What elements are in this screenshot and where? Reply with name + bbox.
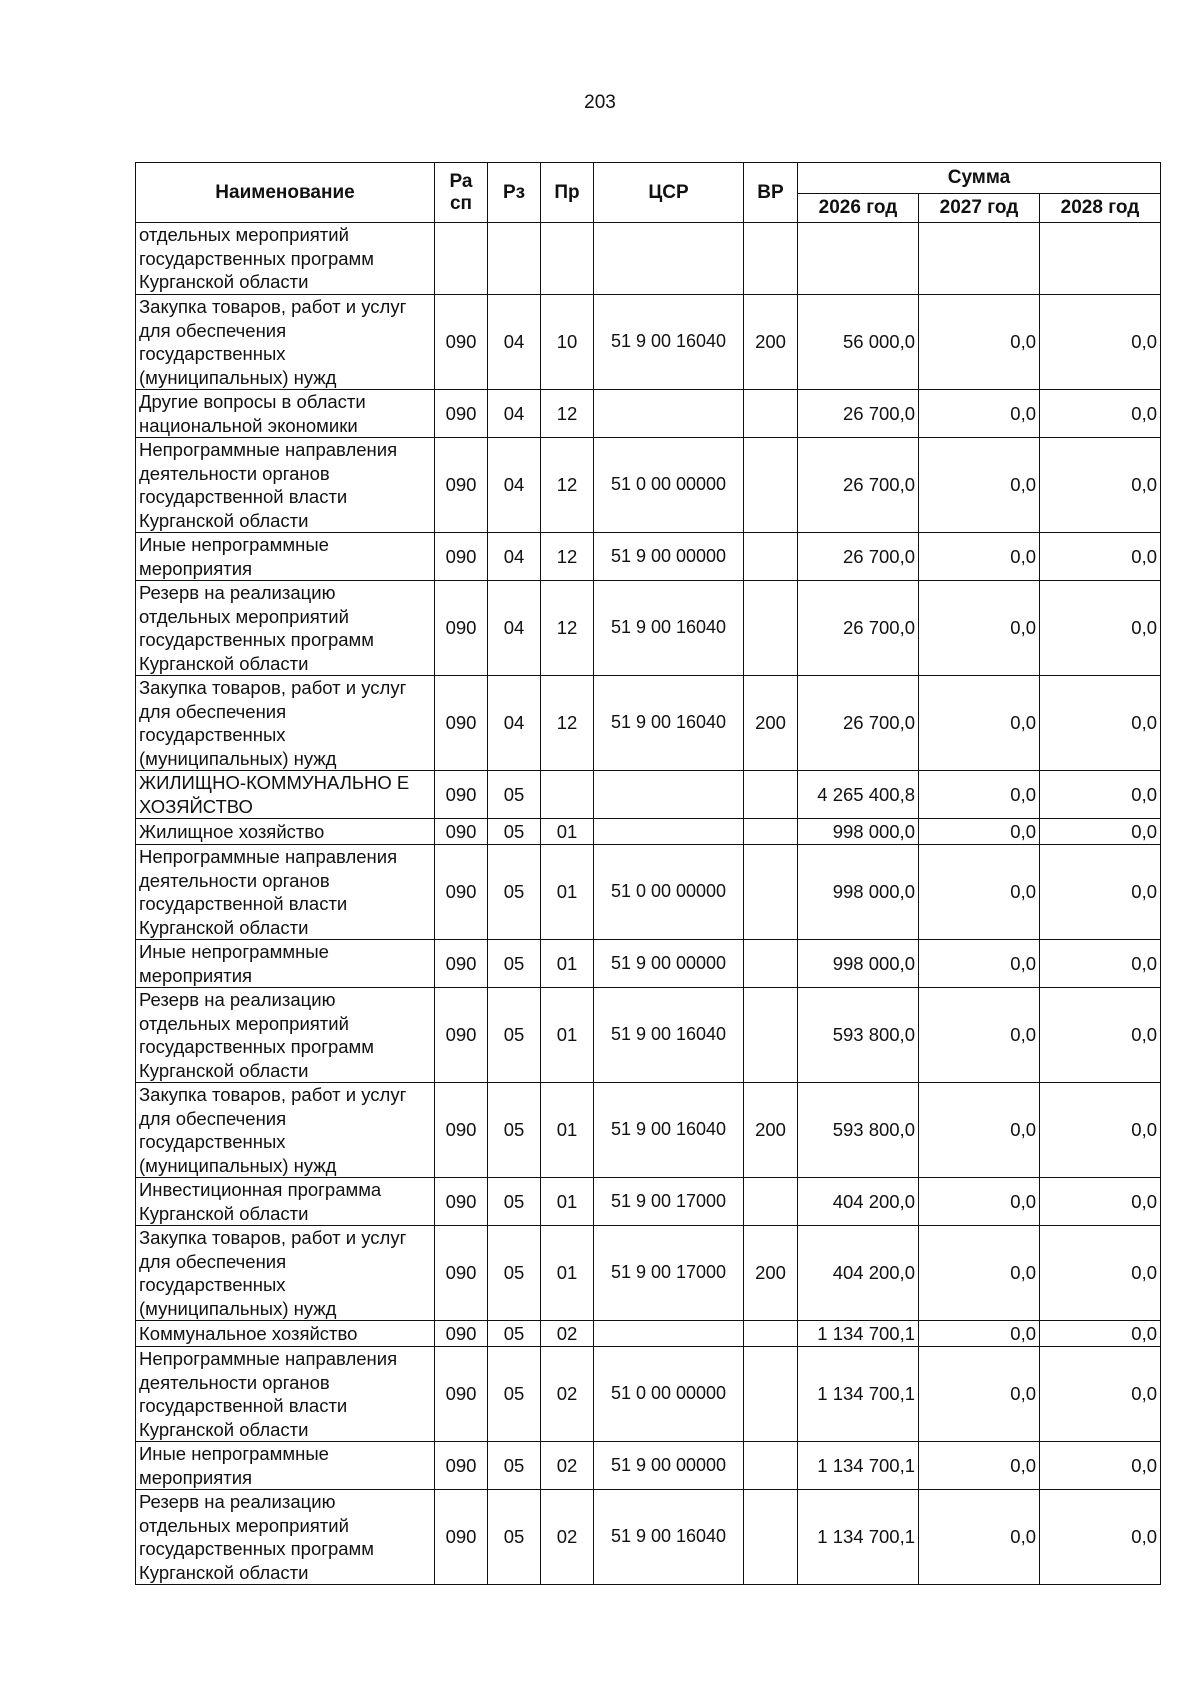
cell-rasp: 090 [435,390,488,438]
cell-2028: 0,0 [1040,1226,1161,1321]
cell-rasp: 090 [435,1083,488,1178]
cell-name: Инвестиционная программа Курганской области [136,1178,435,1226]
cell-rasp [435,223,488,295]
cell-2028 [1040,223,1161,295]
cell-2026: 1 134 700,1 [798,1442,919,1490]
cell-2028: 0,0 [1040,581,1161,676]
cell-2026: 26 700,0 [798,390,919,438]
cell-2027: 0,0 [919,1442,1040,1490]
cell-csr: 51 0 00 00000 [594,845,744,940]
budget-table [135,162,1161,1585]
cell-2026: 404 200,0 [798,1226,919,1321]
cell-2027: 0,0 [919,1321,1040,1347]
header-2028: 2028 год [1040,194,1161,223]
table-row [136,940,1161,988]
cell-2026: 1 134 700,1 [798,1321,919,1347]
cell-2028: 0,0 [1040,940,1161,988]
cell-name: Закупка товаров, работ и услуг для обеспечения государственных (муниципальных) нужд [136,1083,435,1178]
header-2026: 2026 год [798,194,919,223]
cell-2026: 1 134 700,1 [798,1490,919,1585]
table-row [136,845,1161,940]
cell-csr: 51 9 00 00000 [594,533,744,581]
cell-rasp: 090 [435,988,488,1083]
table-header [136,163,1161,223]
cell-2028: 0,0 [1040,845,1161,940]
cell-2027: 0,0 [919,1178,1040,1226]
cell-rz: 04 [488,581,541,676]
cell-name: отдельных мероприятий государственных программ Курганской области [136,223,435,295]
cell-pr: 01 [541,1083,594,1178]
cell-rz: 04 [488,533,541,581]
cell-2026: 998 000,0 [798,940,919,988]
cell-pr [541,771,594,819]
cell-2026: 26 700,0 [798,676,919,771]
cell-rasp: 090 [435,1226,488,1321]
table-row [136,295,1161,390]
cell-2028: 0,0 [1040,390,1161,438]
cell-2026: 404 200,0 [798,1178,919,1226]
table-row [136,1226,1161,1321]
cell-vr [744,940,798,988]
cell-2028: 0,0 [1040,1178,1161,1226]
cell-2027: 0,0 [919,581,1040,676]
cell-2027: 0,0 [919,940,1040,988]
cell-name: Иные непрограммные мероприятия [136,940,435,988]
cell-csr [594,390,744,438]
cell-2027: 0,0 [919,676,1040,771]
cell-csr [594,771,744,819]
cell-vr [744,988,798,1083]
cell-rz: 05 [488,1442,541,1490]
table-row [136,581,1161,676]
cell-vr [744,819,798,845]
cell-rz: 04 [488,295,541,390]
table-row [136,1321,1161,1347]
cell-pr: 01 [541,1178,594,1226]
table-body [136,223,1161,1585]
header-name: Наименование [136,163,435,223]
cell-pr: 12 [541,581,594,676]
cell-2026 [798,223,919,295]
cell-csr: 51 0 00 00000 [594,1347,744,1442]
table-row [136,676,1161,771]
cell-name: Закупка товаров, работ и услуг для обеспечения государственных (муниципальных) нужд [136,295,435,390]
cell-rasp: 090 [435,533,488,581]
cell-rasp: 090 [435,771,488,819]
cell-vr [744,1178,798,1226]
header-2027: 2027 год [919,194,1040,223]
cell-vr [744,390,798,438]
cell-rz [488,223,541,295]
cell-vr [744,771,798,819]
cell-csr [594,223,744,295]
cell-pr: 01 [541,845,594,940]
cell-name: Непрограммные направления деятельности органов государственной власти Курганской области [136,845,435,940]
table-row [136,988,1161,1083]
header-sum: Сумма [798,163,1161,194]
cell-pr [541,223,594,295]
cell-vr [744,1442,798,1490]
header-rz: Рз [488,163,541,223]
cell-vr [744,1321,798,1347]
header-rasp-line2: сп [449,192,473,214]
cell-2027: 0,0 [919,438,1040,533]
cell-rz: 04 [488,438,541,533]
cell-2027: 0,0 [919,819,1040,845]
cell-2026: 4 265 400,8 [798,771,919,819]
cell-2027: 0,0 [919,771,1040,819]
cell-2028: 0,0 [1040,1490,1161,1585]
header-pr: Пр [541,163,594,223]
cell-pr: 02 [541,1442,594,1490]
cell-2028: 0,0 [1040,1442,1161,1490]
cell-vr [744,1347,798,1442]
cell-2028: 0,0 [1040,819,1161,845]
cell-pr: 01 [541,988,594,1083]
cell-rasp: 090 [435,1347,488,1442]
cell-name: Непрограммные направления деятельности органов государственной власти Курганской области [136,438,435,533]
cell-2026: 26 700,0 [798,581,919,676]
cell-rz: 05 [488,771,541,819]
cell-name: Иные непрограммные мероприятия [136,533,435,581]
cell-2026: 998 000,0 [798,845,919,940]
cell-csr: 51 9 00 16040 [594,1490,744,1585]
cell-rasp: 090 [435,1178,488,1226]
cell-rz: 05 [488,1490,541,1585]
cell-2028: 0,0 [1040,988,1161,1083]
cell-pr: 10 [541,295,594,390]
cell-vr [744,581,798,676]
cell-pr: 01 [541,819,594,845]
cell-rz: 05 [488,845,541,940]
cell-vr: 200 [744,1083,798,1178]
cell-rasp: 090 [435,295,488,390]
cell-name: Резерв на реализацию отдельных мероприятий государственных программ Курганской области [136,1490,435,1585]
cell-rz: 05 [488,940,541,988]
cell-vr [744,223,798,295]
table-row [136,1083,1161,1178]
cell-pr: 01 [541,940,594,988]
cell-name: Закупка товаров, работ и услуг для обеспечения государственных (муниципальных) нужд [136,1226,435,1321]
table-row [136,1442,1161,1490]
cell-csr [594,1321,744,1347]
cell-name: Резерв на реализацию отдельных мероприятий государственных программ Курганской области [136,581,435,676]
cell-2027: 0,0 [919,1083,1040,1178]
cell-2028: 0,0 [1040,1083,1161,1178]
table-row [136,771,1161,819]
cell-rz: 05 [488,1226,541,1321]
table-row [136,438,1161,533]
cell-2027: 0,0 [919,390,1040,438]
cell-name: Коммунальное хозяйство [136,1321,435,1347]
table-row [136,1178,1161,1226]
cell-csr: 51 9 00 17000 [594,1226,744,1321]
cell-rz: 05 [488,1321,541,1347]
cell-rasp: 090 [435,438,488,533]
page-number: 203 [584,92,616,113]
cell-name: Жилищное хозяйство [136,819,435,845]
cell-2027: 0,0 [919,988,1040,1083]
cell-2028: 0,0 [1040,533,1161,581]
cell-name: Другие вопросы в области национальной экономики [136,390,435,438]
cell-vr [744,438,798,533]
cell-csr: 51 0 00 00000 [594,438,744,533]
cell-rz: 05 [488,1178,541,1226]
cell-pr: 02 [541,1490,594,1585]
cell-2028: 0,0 [1040,1347,1161,1442]
table-row [136,1347,1161,1442]
cell-2027: 0,0 [919,295,1040,390]
cell-name: Закупка товаров, работ и услуг для обеспечения государственных (муниципальных) нужд [136,676,435,771]
cell-pr: 12 [541,438,594,533]
cell-2027: 0,0 [919,533,1040,581]
cell-csr: 51 9 00 17000 [594,1178,744,1226]
cell-2028: 0,0 [1040,438,1161,533]
cell-rz: 05 [488,1083,541,1178]
cell-rasp: 090 [435,940,488,988]
cell-rz: 05 [488,819,541,845]
cell-name: Резерв на реализацию отдельных мероприятий государственных программ Курганской области [136,988,435,1083]
cell-rz: 05 [488,1347,541,1442]
cell-vr [744,533,798,581]
cell-2026: 593 800,0 [798,1083,919,1178]
header-rasp [435,163,488,223]
cell-csr [594,819,744,845]
header-vr: ВР [744,163,798,223]
cell-pr: 02 [541,1321,594,1347]
cell-2027: 0,0 [919,1347,1040,1442]
cell-rasp: 090 [435,1321,488,1347]
cell-2026: 593 800,0 [798,988,919,1083]
cell-2028: 0,0 [1040,1321,1161,1347]
cell-rasp: 090 [435,845,488,940]
cell-2028: 0,0 [1040,295,1161,390]
cell-vr: 200 [744,676,798,771]
cell-pr: 02 [541,1347,594,1442]
table-row [136,533,1161,581]
cell-2026: 1 134 700,1 [798,1347,919,1442]
cell-rasp: 090 [435,1442,488,1490]
table-row [136,1490,1161,1585]
cell-rz: 04 [488,390,541,438]
cell-2028: 0,0 [1040,676,1161,771]
cell-csr: 51 9 00 16040 [594,988,744,1083]
cell-pr: 12 [541,676,594,771]
cell-rz: 05 [488,988,541,1083]
cell-vr: 200 [744,1226,798,1321]
cell-csr: 51 9 00 00000 [594,1442,744,1490]
table-row [136,223,1161,295]
cell-csr: 51 9 00 00000 [594,940,744,988]
cell-rasp: 090 [435,819,488,845]
cell-2028: 0,0 [1040,771,1161,819]
cell-2026: 56 000,0 [798,295,919,390]
cell-csr: 51 9 00 16040 [594,295,744,390]
cell-2027: 0,0 [919,845,1040,940]
header-rasp-line1: Ра [449,170,473,192]
cell-pr: 01 [541,1226,594,1321]
cell-2027 [919,223,1040,295]
header-csr: ЦСР [594,163,744,223]
cell-2026: 998 000,0 [798,819,919,845]
cell-csr: 51 9 00 16040 [594,676,744,771]
cell-rasp: 090 [435,676,488,771]
cell-csr: 51 9 00 16040 [594,1083,744,1178]
cell-rz: 04 [488,676,541,771]
cell-2026: 26 700,0 [798,533,919,581]
cell-name: Непрограммные направления деятельности органов государственной власти Курганской области [136,1347,435,1442]
cell-rasp: 090 [435,1490,488,1585]
cell-rasp: 090 [435,581,488,676]
cell-name: Иные непрограммные мероприятия [136,1442,435,1490]
cell-2027: 0,0 [919,1490,1040,1585]
cell-pr: 12 [541,533,594,581]
cell-vr: 200 [744,295,798,390]
cell-2027: 0,0 [919,1226,1040,1321]
table-row [136,819,1161,845]
cell-vr [744,845,798,940]
cell-vr [744,1490,798,1585]
table-row [136,390,1161,438]
cell-pr: 12 [541,390,594,438]
cell-2026: 26 700,0 [798,438,919,533]
cell-name: ЖИЛИЩНО-КОММУНАЛЬНО Е ХОЗЯЙСТВО [136,771,435,819]
cell-csr: 51 9 00 16040 [594,581,744,676]
